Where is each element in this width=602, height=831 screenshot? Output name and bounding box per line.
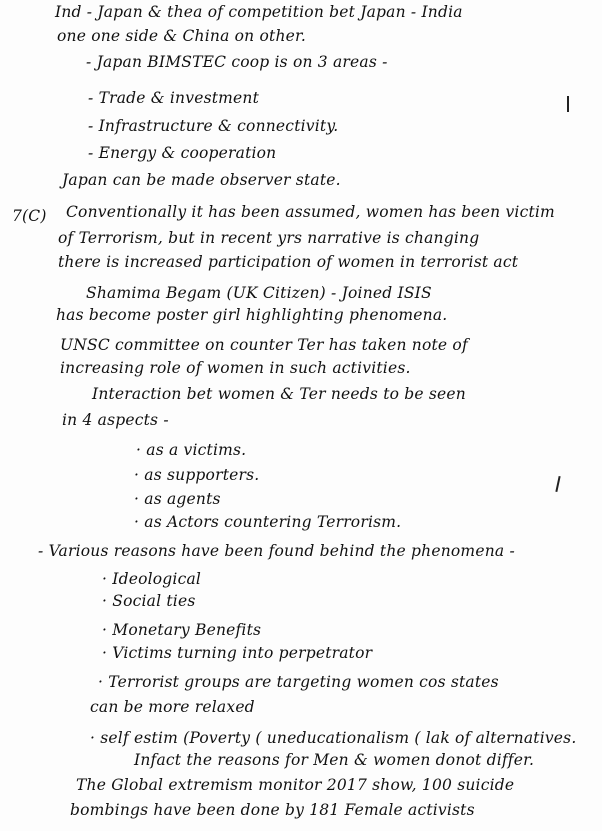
text-line: Shamima Begam (UK Citizen) - Joined ISIS [86,284,432,302]
text-line: one one side & China on other. [57,27,307,45]
text-line: Ind - Japan & thea of competition bet Japan - India [55,3,463,21]
text-line: - Trade & investment [88,89,260,107]
text-line: · Victims turning into perpetrator [102,644,373,662]
text-line: · self estim (Poverty ( uneducationalism ( lak of alternatives. [90,729,577,747]
text-line: · Social ties [102,592,196,610]
text-line: · as a victims. [136,441,247,459]
text-line: of Terrorism, but in recent yrs narrative is changing [58,229,480,247]
text-line: has become poster girl highlighting phenomena. [56,306,448,324]
text-line: increasing role of women in such activities. [60,359,411,377]
text-line: · Terrorist groups are targeting women cos states [98,673,499,691]
text-line: in 4 aspects - [62,411,169,429]
text-line: Interaction bet women & Ter needs to be seen [92,385,466,403]
text-line: there is increased participation of women in terrorist act [58,253,519,271]
text-line: Infact the reasons for Men & women donot differ. [134,751,535,769]
text-line: - Various reasons have been found behind the phenomena - [38,542,515,560]
text-line: - Energy & cooperation [88,144,277,162]
stray-pen-mark [567,96,569,112]
text-line: · as Actors countering Terrorism. [134,513,402,531]
text-line: Japan can be made observer state. [62,171,341,189]
text-line: can be more relaxed [90,698,255,716]
text-line: · as agents [134,490,221,508]
text-line: · as supporters. [134,466,260,484]
text-line: Conventionally it has been assumed, women has been victim [66,203,555,221]
text-line: · Monetary Benefits [102,621,262,639]
text-line: The Global extremism monitor 2017 show, 100 suicide [76,776,515,794]
text-line: · Ideological [102,570,202,588]
text-line: UNSC committee on counter Ter has taken note of [60,336,468,354]
text-line: bombings have been done by 181 Female activists [70,801,475,819]
question-label: 7(C) [12,207,47,225]
text-line: - Infrastructure & connectivity. [88,117,339,135]
stray-pen-mark [555,476,560,492]
text-line: - Japan BIMSTEC coop is on 3 areas - [86,53,388,71]
